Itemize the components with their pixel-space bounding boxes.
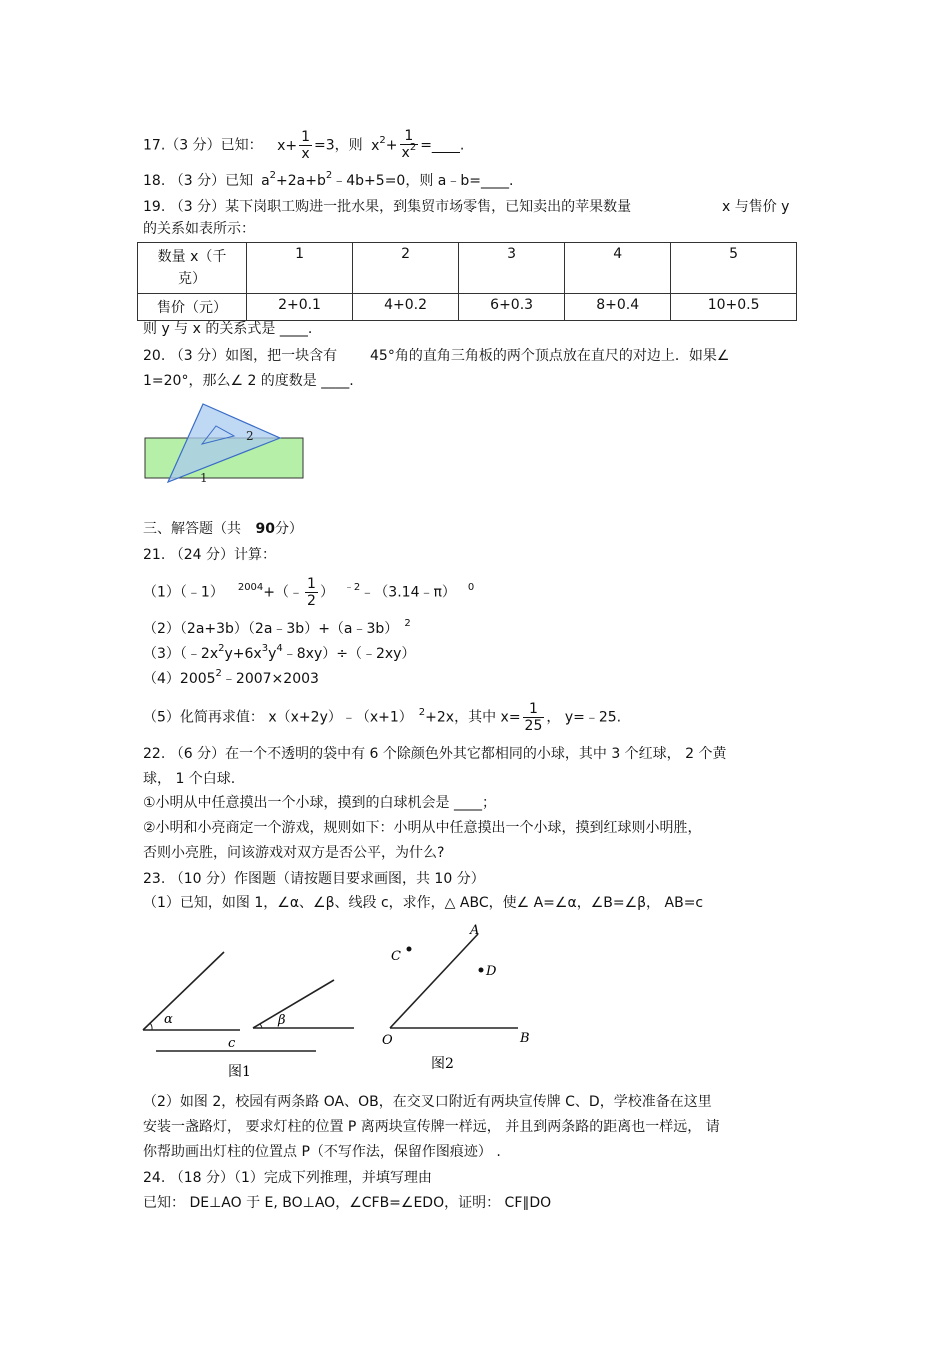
alpha-ray-1	[143, 952, 224, 1030]
q21-p1-fraction	[305, 576, 318, 609]
label-C: C	[391, 949, 401, 964]
q21-p2-exp: 2	[404, 618, 411, 629]
q23-line2: （1）已知，如图 1，∠α、∠β、线段 c，求作，△ ABC，使∠ A=∠α，∠B=∠β， AB=c	[143, 895, 704, 911]
q21-p1-b: +（﹣	[263, 584, 304, 601]
q21-p5-a: （5）化简再求值： x（x+2y）﹣（x+1）	[143, 709, 413, 726]
q21-p3-e3: 4	[276, 643, 283, 654]
label-A: A	[470, 923, 480, 938]
q18-sq2: 2	[325, 170, 333, 181]
table-cell: 1	[247, 243, 353, 294]
q18-mid: +2a+b	[276, 173, 326, 189]
question-18	[143, 172, 513, 192]
q21-p1-exp3: 0	[467, 581, 475, 593]
fig1-caption: 图1	[228, 1064, 251, 1080]
alpha-label: α	[164, 1012, 173, 1027]
q18-sq: 2	[269, 170, 277, 181]
q17-plus: +	[385, 137, 398, 154]
question-19-line1	[143, 198, 631, 216]
section-3-title	[143, 520, 303, 538]
q17-frac2-sq: 2	[409, 142, 417, 153]
label-B: B	[520, 1031, 530, 1046]
table-cell: 2	[353, 243, 459, 294]
q21-p5-c: ， y=﹣25.	[546, 709, 622, 726]
q18-text: 18. （3 分）已知	[143, 173, 254, 189]
q21-p4-a: （4）2005	[143, 671, 216, 687]
q23-figures	[138, 920, 548, 1080]
ray-OA	[390, 934, 478, 1028]
q21-p3-a: （3）（﹣2x	[143, 646, 219, 662]
q22-line4: ②小明和小亮商定一个游戏，规则如下：小明从中任意摸出一个小球，摸到红球则小明胜，	[143, 820, 702, 836]
q17-x-plus: x+	[277, 137, 298, 154]
table-cell: 10+0.5	[671, 294, 797, 321]
q22-line2: 球， 1 个白球.	[143, 771, 236, 787]
q17-fraction-2	[400, 128, 419, 163]
label-D: D	[486, 964, 497, 979]
section-score: 90	[255, 521, 275, 537]
table-cell: 5	[671, 243, 797, 294]
q20-line1: 20. （3 分）如图，把一块含有	[143, 348, 338, 364]
q21-p4-b: ﹣2007×2003	[221, 671, 319, 687]
q21-p1-exp2: ﹣2	[343, 581, 361, 593]
q24-line1: 24. （18 分）（1）完成下列推理，并填写理由	[143, 1170, 432, 1186]
table-cell: 2+0.1	[247, 294, 353, 321]
q23-line1: 23. （10 分）作图题（请按题目要求画图，共 10 分）	[143, 871, 485, 887]
table-cell: 4	[565, 243, 671, 294]
fig2-caption: 图2	[431, 1056, 454, 1072]
table-row	[138, 243, 797, 294]
table-row	[138, 294, 797, 321]
quantity-label-b: 克）	[178, 271, 206, 287]
q21-p2: （2）（2a+3b）（2a﹣3b）+（a﹣3b）	[143, 621, 399, 637]
c-label: c	[228, 1036, 236, 1051]
table-cell: 3	[459, 243, 565, 294]
section-title-text: 三、解答题（共	[143, 521, 241, 537]
q17-frac2-den	[400, 142, 419, 163]
question-19-line2	[143, 220, 255, 238]
q21-part4	[143, 670, 319, 690]
q17-number: 17.	[143, 137, 166, 154]
q23-line5: 你帮助画出灯柱的位置点 P（不写作法，保留作图痕迹） .	[143, 1144, 501, 1160]
point-C	[407, 947, 412, 952]
q21-p1-den: 2	[307, 593, 316, 609]
beta-label: β	[278, 1013, 286, 1028]
q21-p3-e2: 3	[261, 643, 269, 654]
q21-part5	[143, 701, 621, 734]
q22-line3: ①小明从中任意摸出一个小球，摸到的白球机会是 ____；	[143, 795, 496, 811]
quantity-label-a: 数量 x（千	[157, 249, 227, 265]
q23-line3: （2）如图 2，校园有两条路 OA、OB，在交叉口附近有两块宣传牌 C、D，学校准备在这里	[143, 1094, 712, 1110]
q17-answer-blank: =____.	[420, 137, 465, 154]
q21-p3-b: y+6x	[224, 646, 262, 662]
q21-p5-den: 25	[524, 718, 543, 734]
question-19-line1b	[722, 198, 789, 216]
q17-frac2-num: 1	[400, 128, 419, 145]
angle-label-2: 2	[246, 429, 254, 443]
q21-part3	[143, 645, 415, 665]
q21-p1-num: 1	[307, 576, 316, 592]
q21-p1-exp: 2004	[237, 581, 264, 593]
q20-figure	[140, 398, 310, 488]
q22-line1: 22. （6 分）在一个不透明的袋中有 6 个除颜色外其它都相同的小球，其中 3 个红球， 2 个黄	[143, 746, 727, 762]
q21-part1	[143, 576, 474, 609]
q24-line2: 已知： DE⊥AO 于 E, BO⊥AO，∠CFB=∠EDO，证明： CF∥DO	[143, 1195, 552, 1211]
section-end: 分）	[274, 521, 303, 537]
alpha-arc	[150, 1023, 152, 1030]
q18-a: a	[261, 173, 270, 189]
q19-line1b: x 与售价 y	[722, 199, 790, 215]
beta-ray-1	[253, 980, 334, 1028]
q19-line2: 的关系如表所示：	[143, 221, 255, 237]
q21-p5-fraction	[523, 701, 545, 734]
q22-line5: 否则小亮胜，问该游戏对双方是否公平，为什么?	[143, 845, 445, 861]
q21-p3-d: ﹣8xy）÷（﹣2xy）	[282, 646, 416, 662]
table-cell: 4+0.2	[353, 294, 459, 321]
q21-p1-c: ）	[319, 584, 334, 601]
q21-head: 21. （24 分）计算：	[143, 547, 276, 563]
q21-p4-e: 2	[215, 668, 222, 679]
q18-rest: ﹣4b+5=0，则 a﹣b=____.	[332, 173, 514, 189]
q19-line1: 19. （3 分）某下岗职工购进一批水果，到集贸市场零售，已知卖出的苹果数量	[143, 199, 632, 215]
table-cell: 6+0.3	[459, 294, 565, 321]
q19-after: 则 y 与 x 的关系式是 ____.	[143, 321, 313, 337]
q21-p3-e1: 2	[218, 643, 225, 654]
q17-sq: 2	[379, 134, 386, 146]
q17-frac1-den: x	[301, 146, 310, 162]
angle-label-1: 1	[200, 471, 208, 485]
q17-frac2-x: x	[401, 145, 410, 161]
q17-frac1-num: 1	[301, 129, 311, 145]
q17-text: （3 分）已知：	[165, 137, 263, 154]
q20-line2: 1=20°，那么∠ 2 的度数是 ____.	[143, 373, 354, 389]
table-header-quantity	[138, 243, 247, 294]
q20-line1b: 45°角的直角三角板的两个顶点放在直尺的对边上．如果∠	[370, 348, 730, 364]
q17-eq3: =3，则	[314, 137, 363, 154]
q21-p5-e: 2	[418, 706, 426, 718]
table-header-price: 售价（元）	[138, 294, 247, 321]
point-D	[479, 968, 484, 973]
q21-p1-a: （1）（﹣1）	[143, 584, 224, 601]
q23-line4: 安装一盏路灯， 要求灯柱的位置 P 离两块宣传牌一样远， 并且到两条路的距离也一样远， 请	[143, 1119, 720, 1135]
q21-p5-num: 1	[523, 701, 545, 718]
q21-p1-d: ﹣（3.14﹣π）	[360, 584, 456, 601]
q21-part2	[143, 620, 411, 640]
question-17	[143, 128, 464, 163]
q21-p5-b: +2x，其中 x=	[425, 709, 521, 726]
label-O: O	[382, 1033, 393, 1048]
table-cell: 8+0.4	[565, 294, 671, 321]
q21-p3-c: y	[268, 646, 277, 662]
q19-table	[137, 242, 797, 321]
q17-fraction-1	[299, 129, 312, 162]
q17-x: x	[371, 137, 380, 154]
